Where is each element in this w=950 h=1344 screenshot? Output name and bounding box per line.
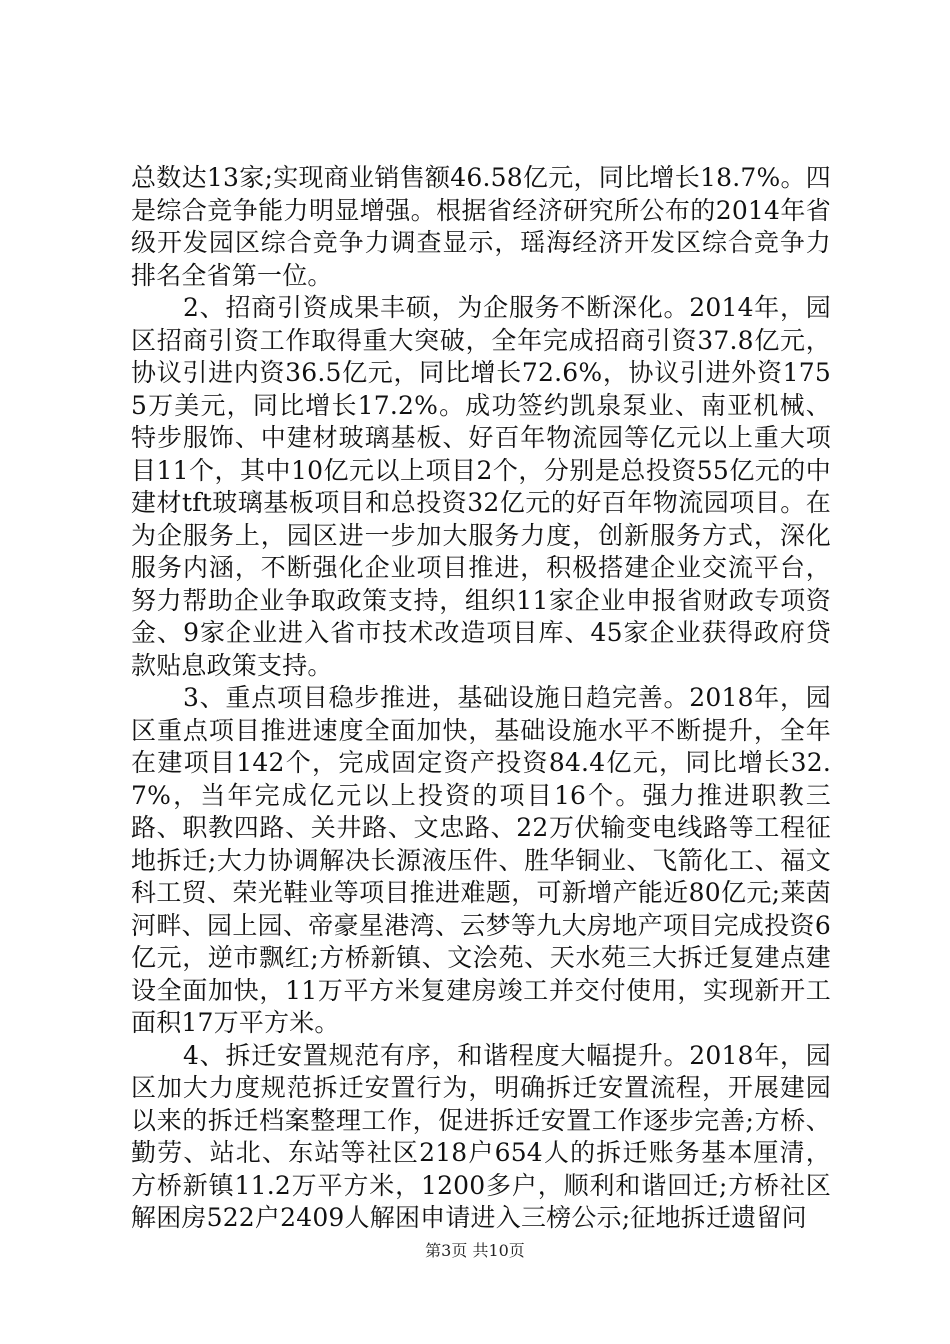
page-body [131,162,831,1235]
paragraph-3: 3、重点项目稳步推进，基础设施日趋完善。2018年，园区重点项目推进速度全面加快，基础设施水平不断提升，全年在建项目142个，完成固定资产投资84.4亿元，同比增长32.7%，当年完成亿元以上投资的项目16个。强力推进职教三路、职教四路、关井路、文忠路、22万伏输变电线路等工程征地拆迁;大力协调解决长源液压件、胜华铜业、飞箭化工、福文科工贸、荣光鞋业等项目推进难题，可新增产能近80亿元;莱茵河畔、园上园、帝豪星港湾、云梦等九大房地产项目完成投资6亿元，逆市飘红;方桥新镇、文浍苑、天水苑三大拆迁复建点建设全面加快，11万平方米复建房竣工并交付使用，实现新开工面积17万平方米。 [131,683,831,1037]
paragraph-4: 4、拆迁安置规范有序，和谐程度大幅提升。2018年，园区加大力度规范拆迁安置行为，明确拆迁安置流程，开展建园以来的拆迁档案整理工作，促进拆迁安置工作逐步完善;方桥、勤劳、站北、东站等社区218户654人的拆迁账务基本厘清，方桥新镇11.2万平方米，1200多户，顺利和谐回迁;方桥社区解困房522户2409人解困申请进入三榜公示;征地拆迁遗留问 [131,1040,831,1232]
page-number-label: 第3页 共10页 [425,1241,525,1260]
paragraph-2: 2、招商引资成果丰硕，为企服务不断深化。2014年，园区招商引资工作取得重大突破，全年完成招商引资37.8亿元，协议引进内资36.5亿元，同比增长72.6%，协议引进外资1755万美元，同比增长17.2%。成功签约凯泉泵业、南亚机械、特步服饰、中建材玻璃基板、好百年物流园等亿元以上重大项目11个，其中10亿元以上项目2个，分别是总投资55亿元的中建材tft玻璃基板项目和总投资32亿元的好百年物流园项目。在为企服务上，园区进一步加大服务力度，创新服务方式，深化服务内涵，不断强化企业项目推进，积极搭建企业交流平台，努力帮助企业争取政策支持，组织11家企业申报省财政专项资金、9家企业进入省市技术改造项目库、45家企业获得政府贷款贴息政策支持。 [131,293,831,680]
page-footer [0,1238,950,1261]
paragraph-1: 总数达13家;实现商业销售额46.58亿元，同比增长18.7%。四是综合竞争能力明显增强。根据省经济研究所公布的2014年省级开发园区综合竞争力调查显示，瑶海经济开发区综合竞争力排名全省第一位。 [131,163,831,290]
